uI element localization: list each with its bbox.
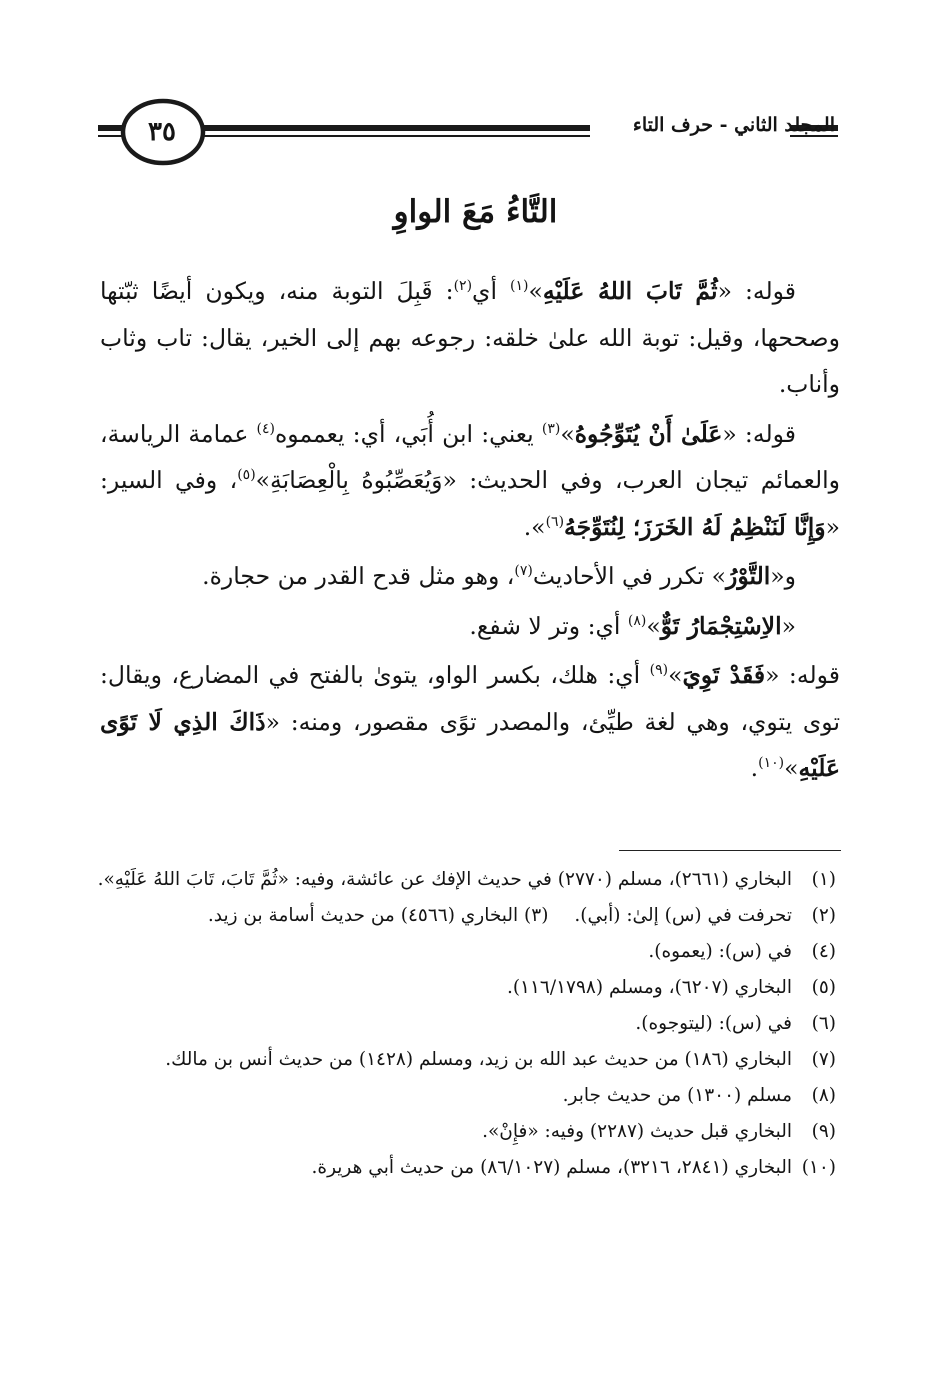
text-span: و« (770, 562, 796, 590)
footnote-ref[interactable]: (١٠) (758, 755, 785, 772)
footnote-item (96, 970, 836, 1006)
text-span: » (528, 277, 543, 305)
paragraph-3 (100, 553, 840, 600)
text-span: ، وفي السير: « (100, 466, 840, 541)
footnote-ref[interactable]: (١) (509, 278, 529, 295)
footnote-item (96, 1006, 836, 1042)
footnote-number: (٥) (811, 977, 836, 998)
text-span: يعني: ابن أُبَي، أي: يعمموه (275, 419, 542, 448)
text-span: أي: هلك، بكسر الواو، يتوىٰ بالفتح في المضارع، ويقال: توى يتوي، وهي لغة طيِّئ، والمصدر توًى مقصور، ومنه: « (100, 661, 840, 736)
footnote-text: البخاري (٢٦٦١)، مسلم (٢٧٧٠) في حديث الإفك عن عائشة، وفيه: «ثُمَّ تَابَ، تَابَ اللهُ عَلَيْهِ». (97, 869, 792, 890)
text-span: . (750, 754, 759, 782)
paragraph-4 (100, 603, 840, 650)
hadith-quote: ذَاكَ الذِي لَا تَوًى عَلَيْهِ (100, 707, 840, 782)
text-span: : قَبِلَ التوبة منه، ويكون أيضًا ثبّتها وصححها، وقيل: توبة الله علىٰ خلقه: رجوعه بهم إلى الخير، يقال: تاب وثاب وأناب. (100, 277, 840, 398)
footnote-text (96, 898, 792, 934)
hadith-quote: عَلَىٰ أَنْ يُتَوِّجُوهُ (574, 419, 723, 448)
hadith-quote: وَإِنَّا لَنَنْظِمُ لَهُ الخَرَزَ؛ لِنُتَوِّجَهُ (564, 512, 826, 541)
footnote-text: البخاري (٦٢٠٧)، ومسلم (١١٦/١٧٩٨). (506, 977, 792, 998)
text-span: أي (472, 277, 510, 305)
footnote-number: (٨) (811, 1085, 836, 1106)
paragraph-5 (100, 652, 840, 792)
footnote-item (96, 1042, 836, 1078)
footnote-number: (١) (811, 869, 836, 890)
hadith-quote: ثُمَّ تَابَ اللهُ عَلَيْهِ (542, 277, 718, 305)
page-number: ٣٥ (148, 117, 176, 147)
footnote-item (96, 898, 836, 934)
footnote-text: البخاري قبل حديث (٢٢٨٧) وفيه: «فإِنْ». (482, 1121, 792, 1142)
footnote-separator (619, 850, 841, 851)
footnote-ref[interactable]: (٥) (237, 467, 256, 484)
footnote-ref[interactable]: (٣) (541, 420, 561, 437)
text-span: » (668, 661, 683, 689)
footnote-text: البخاري (١٨٦) من حديث عبد الله بن زيد، ومسلم (١٤٢٨) من حديث أنس بن مالك. (165, 1049, 792, 1070)
footnote-item (96, 1078, 836, 1114)
footnote-number: (٩) (811, 1121, 836, 1142)
hadith-quote: الاِسْتِجْمَارُ تَوٌّ (660, 611, 782, 640)
footnote-text: البخاري (٢٨٤١، ٣٢١٦)، مسلم (٨٦/١٠٢٧) من حديث أبي هريرة. (311, 1157, 792, 1178)
footnote-ref[interactable]: (٦) (545, 513, 565, 530)
text-span: ». (523, 512, 546, 541)
paragraph-2 (100, 411, 840, 551)
text-span: » (646, 611, 661, 640)
footnote-item (96, 1150, 836, 1186)
text-span: أي: وتر لا شفع. (469, 611, 628, 640)
running-title: المجلد الثاني - حرف التاء (632, 114, 835, 136)
footnote-text-a: تحرفت في (س) إلىٰ: (أبي). (574, 905, 792, 926)
text-span: قوله: « (765, 661, 840, 689)
hadith-quote: فَقَدْ تَوِيَ (682, 661, 766, 689)
footnote-text: في (س): (يعموه). (648, 941, 792, 962)
text-span: » (560, 419, 575, 448)
footnote-text-b: البخاري (٤٥٦٦) من حديث أسامة بن زيد. (207, 905, 519, 926)
footnote-number: (٢) (811, 905, 836, 926)
footnote-ref[interactable]: (٧) (514, 563, 533, 580)
text-span: « (781, 611, 796, 640)
footnote-item (96, 1114, 836, 1150)
paragraph-1 (100, 268, 840, 408)
footnote-number: (٦) (811, 1013, 836, 1034)
footnote-item (96, 934, 836, 970)
footnote-number: (٣) (524, 905, 549, 926)
text-span: قوله: « (722, 419, 796, 448)
footnote-number: (٧) (811, 1049, 836, 1070)
footnote-number: (٤) (811, 941, 836, 962)
main-text (100, 268, 840, 792)
text-span: قوله: « (717, 277, 796, 305)
chapter-heading: التَّاءُ مَعَ الواوِ (393, 194, 558, 230)
text-span: عمامة الرياسة، والعمائم تيجان العرب، وفي الحديث: «وَيُعَصِّبُوهُ بِالْعِصَابَةِ» (100, 419, 841, 494)
footnote-text: مسلم (١٣٠٠) من حديث جابر. (562, 1085, 792, 1106)
text-span: » (784, 754, 799, 782)
text-span: ، وهو مثل قدح القدر من حجارة. (202, 562, 515, 590)
footnotes (96, 862, 836, 1186)
footnote-ref[interactable]: (٤) (256, 420, 275, 437)
footnote-ref[interactable]: (٨) (627, 612, 647, 629)
text-span: » تكرر في الأحاديث (532, 562, 726, 590)
footnote-number: (١٠) (801, 1157, 836, 1178)
footnote-item (96, 862, 836, 898)
page-header (0, 0, 951, 180)
footnote-ref[interactable]: (٩) (649, 662, 669, 679)
hadith-quote: التَّوْرُ (725, 562, 771, 590)
footnote-text: في (س): (ليتوجوه). (635, 1013, 792, 1034)
footnote-ref[interactable]: (٢) (453, 278, 473, 295)
